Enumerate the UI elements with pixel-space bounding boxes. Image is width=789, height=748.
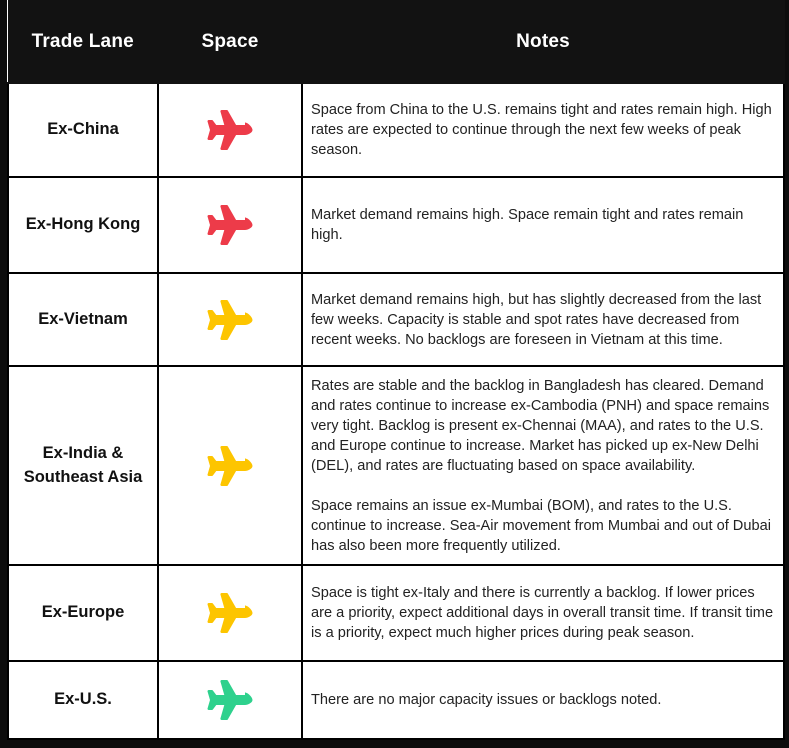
table-row-ex-vietnam — [8, 273, 784, 366]
notes-text: Space from China to the U.S. remains tight and rates remain high. High rates are expected to continue through the next few weeks of peak season. — [311, 102, 772, 159]
airplane-icon — [204, 680, 256, 720]
space-status-cell — [158, 565, 302, 661]
notes-cell — [302, 177, 784, 273]
space-status-cell — [158, 661, 302, 739]
table-row-ex-europe — [8, 565, 784, 661]
space-status-cell — [158, 273, 302, 366]
airplane-icon — [204, 593, 256, 633]
col-header-notes: Notes — [302, 1, 784, 83]
notes-text: There are no major capacity issues or backlogs noted. — [311, 691, 662, 708]
notes-text: Market demand remains high. Space remain tight and rates remain high. — [311, 207, 744, 244]
trade-lane-label: Ex-U.S. — [8, 661, 158, 739]
trade-lane-label: Ex-India & Southeast Asia — [8, 366, 158, 564]
table-row-ex-us — [8, 661, 784, 739]
notes-cell — [302, 661, 784, 739]
space-status-cell — [158, 177, 302, 273]
notes-cell — [302, 366, 784, 564]
table-row-ex-china — [8, 83, 784, 177]
notes-text: Rates are stable and the backlog in Bangladesh has cleared. Demand and rates continue to increase ex-Cambodia (PNH) and space remains very tight. Backlog is present ex-Chennai (MAA), and rates to the U.S. and Europe continue to increase. Market has picked up ex-New Delhi (DEL), and rates are fluctuating based on space availability. — [311, 377, 770, 474]
airplane-icon — [204, 205, 256, 245]
col-header-trade-lane: Trade Lane — [8, 1, 158, 83]
notes-text: Space is tight ex-Italy and there is currently a backlog. If lower prices are a priority, expect additional days in overall transit time. If transit time is a priority, expect much higher prices during peak season. — [311, 584, 774, 641]
notes-cell — [302, 83, 784, 177]
notes-text: Space remains an issue ex-Mumbai (BOM), and rates to the U.S. continue to increase. Sea-Air movement from Mumbai and out of Dubai has also been more frequently utilized. — [311, 497, 771, 554]
trade-lane-label: Ex-Hong Kong — [8, 177, 158, 273]
airplane-icon — [204, 110, 256, 150]
notes-cell — [302, 565, 784, 661]
trade-lane-label: Ex-Vietnam — [8, 273, 158, 366]
trade-lane-label: Ex-Europe — [8, 565, 158, 661]
table-header-row — [8, 1, 784, 83]
notes-cell — [302, 273, 784, 366]
trade-lane-label: Ex-China — [8, 83, 158, 177]
col-header-space: Space — [158, 1, 302, 83]
capacity-table — [7, 0, 785, 740]
table-row-ex-hong-kong — [8, 177, 784, 273]
table-row-ex-india-southeast-asia — [8, 366, 784, 564]
notes-text: Market demand remains high, but has slightly decreased from the last few weeks. Capacity is stable and spot rates have decreased from recent weeks. No backlogs are foreseen in Vietnam at this time. — [311, 291, 762, 348]
airplane-icon — [204, 300, 256, 340]
space-status-cell — [158, 366, 302, 564]
airplane-icon — [204, 446, 256, 486]
space-status-cell — [158, 83, 302, 177]
